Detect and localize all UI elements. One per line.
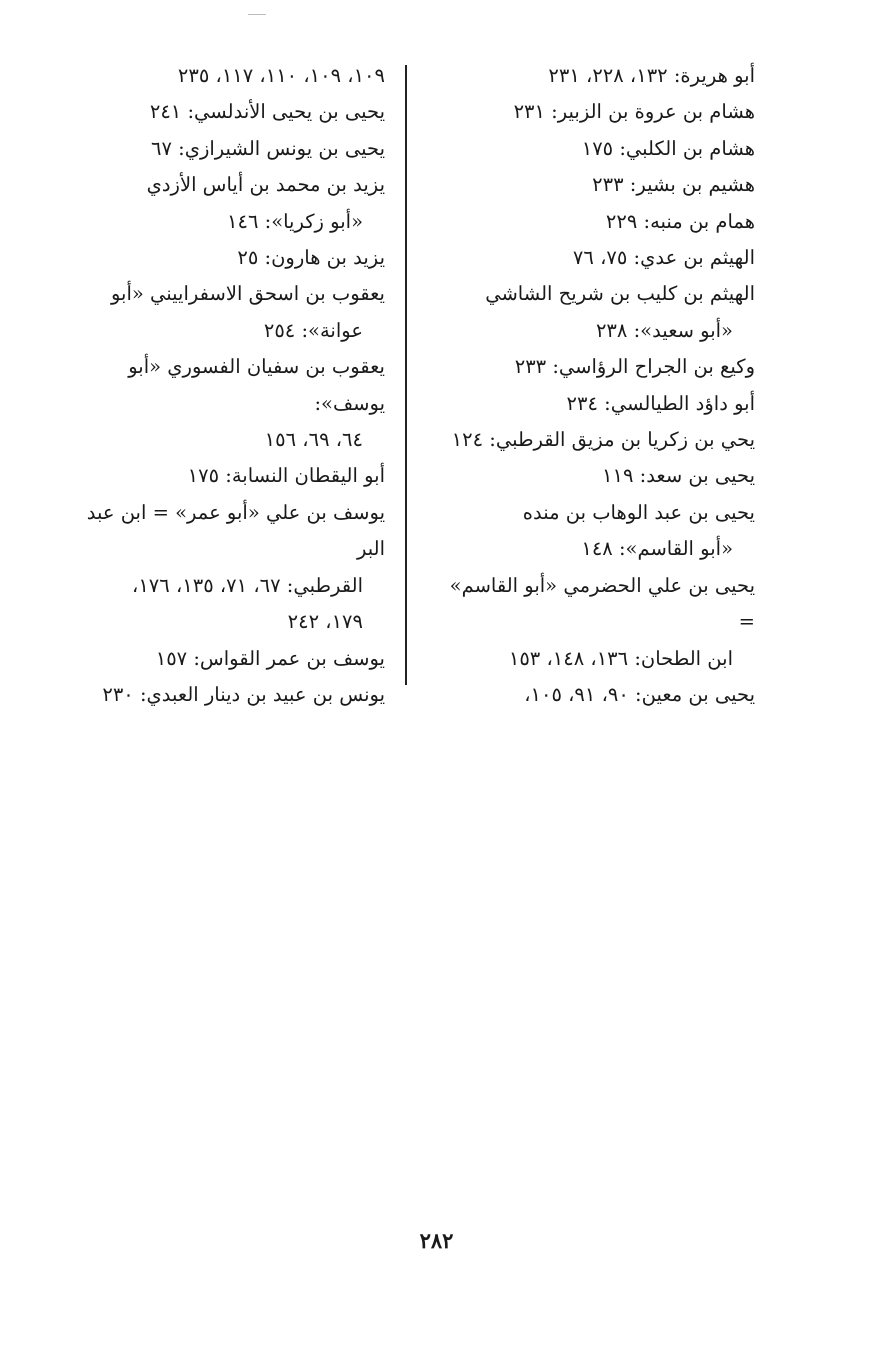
entry-continuation-line: عوانة»: ٢٥٤ xyxy=(263,318,363,342)
index-entry xyxy=(55,677,385,713)
index-entry xyxy=(430,276,755,349)
entry-line: يوسف بن علي «أبو عمر» = ابن عبد البر xyxy=(86,500,385,561)
index-entry xyxy=(55,58,385,94)
index-entry xyxy=(55,131,385,167)
entry-continuation-line: ١٧٩، ٢٤٢ xyxy=(287,610,363,634)
index-entry xyxy=(430,677,755,713)
entry-line: يونس بن عبيد بن دينار العبدي: ٢٣٠ xyxy=(102,682,385,706)
entry-line: أبو هريرة: ١٣٢، ٢٢٨، ٢٣١ xyxy=(548,64,755,87)
index-entry xyxy=(430,58,755,94)
entry-line: يحيى بن يحيى الأندلسي: ٢٤١ xyxy=(149,100,385,124)
column-divider xyxy=(405,65,407,685)
entry-line: أبو اليقطان النسابة: ١٧٥ xyxy=(187,464,385,488)
index-entry xyxy=(430,94,755,130)
entry-line: وكيع بن الجراح الرؤاسي: ٢٣٣ xyxy=(514,355,755,379)
entry-line: يحيى بن عبد الوهاب بن منده xyxy=(522,500,755,524)
index-entry xyxy=(430,204,755,240)
entry-line: يحيى بن يونس الشيرازي: ٦٧ xyxy=(150,136,385,160)
entry-line: ١٠٩، ١٠٩، ١١٠، ١١٧، ٢٣٥ xyxy=(177,64,385,87)
entry-continuation-line: «أبو القاسم»: ١٤٨ xyxy=(581,537,733,561)
scan-mark xyxy=(248,14,266,15)
index-entry xyxy=(55,94,385,130)
index-entry xyxy=(55,167,385,240)
page-number: ٢٨٢ xyxy=(419,1228,454,1253)
entry-line: يحيى بن معين: ٩٠، ٩١، ١٠٥، xyxy=(524,682,755,706)
index-entry xyxy=(55,240,385,276)
entry-line: هشيم بن بشير: ٢٣٣ xyxy=(592,173,755,197)
index-entry xyxy=(55,495,385,641)
entry-continuation-line: «أبو زكريا»: ١٤٦ xyxy=(227,209,363,233)
index-entry xyxy=(430,458,755,494)
index-entry xyxy=(430,568,755,677)
index-entry xyxy=(55,458,385,494)
entry-line: يحي بن زكريا بن مزيق القرطبي: ١٢٤ xyxy=(451,428,755,452)
entry-line: الهيثم بن عدي: ٧٥، ٧٦ xyxy=(572,246,755,270)
index-entry xyxy=(55,276,385,349)
entry-line: يوسف بن عمر القواس: ١٥٧ xyxy=(155,646,385,670)
entry-line: أبو داؤد الطيالسي: ٢٣٤ xyxy=(566,391,755,415)
index-entry xyxy=(430,386,755,422)
entry-line: الهيثم بن كليب بن شريح الشاشي xyxy=(485,282,755,306)
entry-line: يزيد بن هارون: ٢٥ xyxy=(237,246,385,270)
index-entry xyxy=(55,349,385,458)
index-entry xyxy=(430,495,755,568)
entry-line: يعقوب بن اسحق الاسفراييني «أبو xyxy=(110,282,385,306)
index-entry xyxy=(430,349,755,385)
index-entry xyxy=(55,641,385,677)
entry-line: هشام بن الكلبي: ١٧٥ xyxy=(581,136,755,160)
entry-line: يزيد بن محمد بن أياس الأزدي xyxy=(146,173,385,197)
entry-line: يحيى بن سعد: ١١٩ xyxy=(602,464,755,488)
entry-line: هشام بن عروة بن الزبير: ٢٣١ xyxy=(513,100,755,124)
entry-continuation-line: ابن الطحان: ١٣٦، ١٤٨، ١٥٣ xyxy=(508,646,733,670)
index-column-right xyxy=(430,58,755,713)
index-entry xyxy=(430,422,755,458)
entry-continuation-line: ٦٤، ٦٩، ١٥٦ xyxy=(264,428,363,452)
index-entry xyxy=(430,167,755,203)
entry-continuation-line: القرطبي: ٦٧، ٧١، ١٣٥، ١٧٦، xyxy=(132,573,363,597)
entry-continuation-line: «أبو سعيد»: ٢٣٨ xyxy=(595,318,733,342)
entry-line: يعقوب بن سفيان الفسوري «أبو يوسف»: xyxy=(128,355,385,415)
entry-line: همام بن منبه: ٢٢٩ xyxy=(605,209,755,233)
entry-line: يحيى بن علي الحضرمي «أبو القاسم» = xyxy=(449,573,755,634)
index-entry xyxy=(430,131,755,167)
index-column-left xyxy=(55,58,385,713)
index-entry xyxy=(430,240,755,276)
